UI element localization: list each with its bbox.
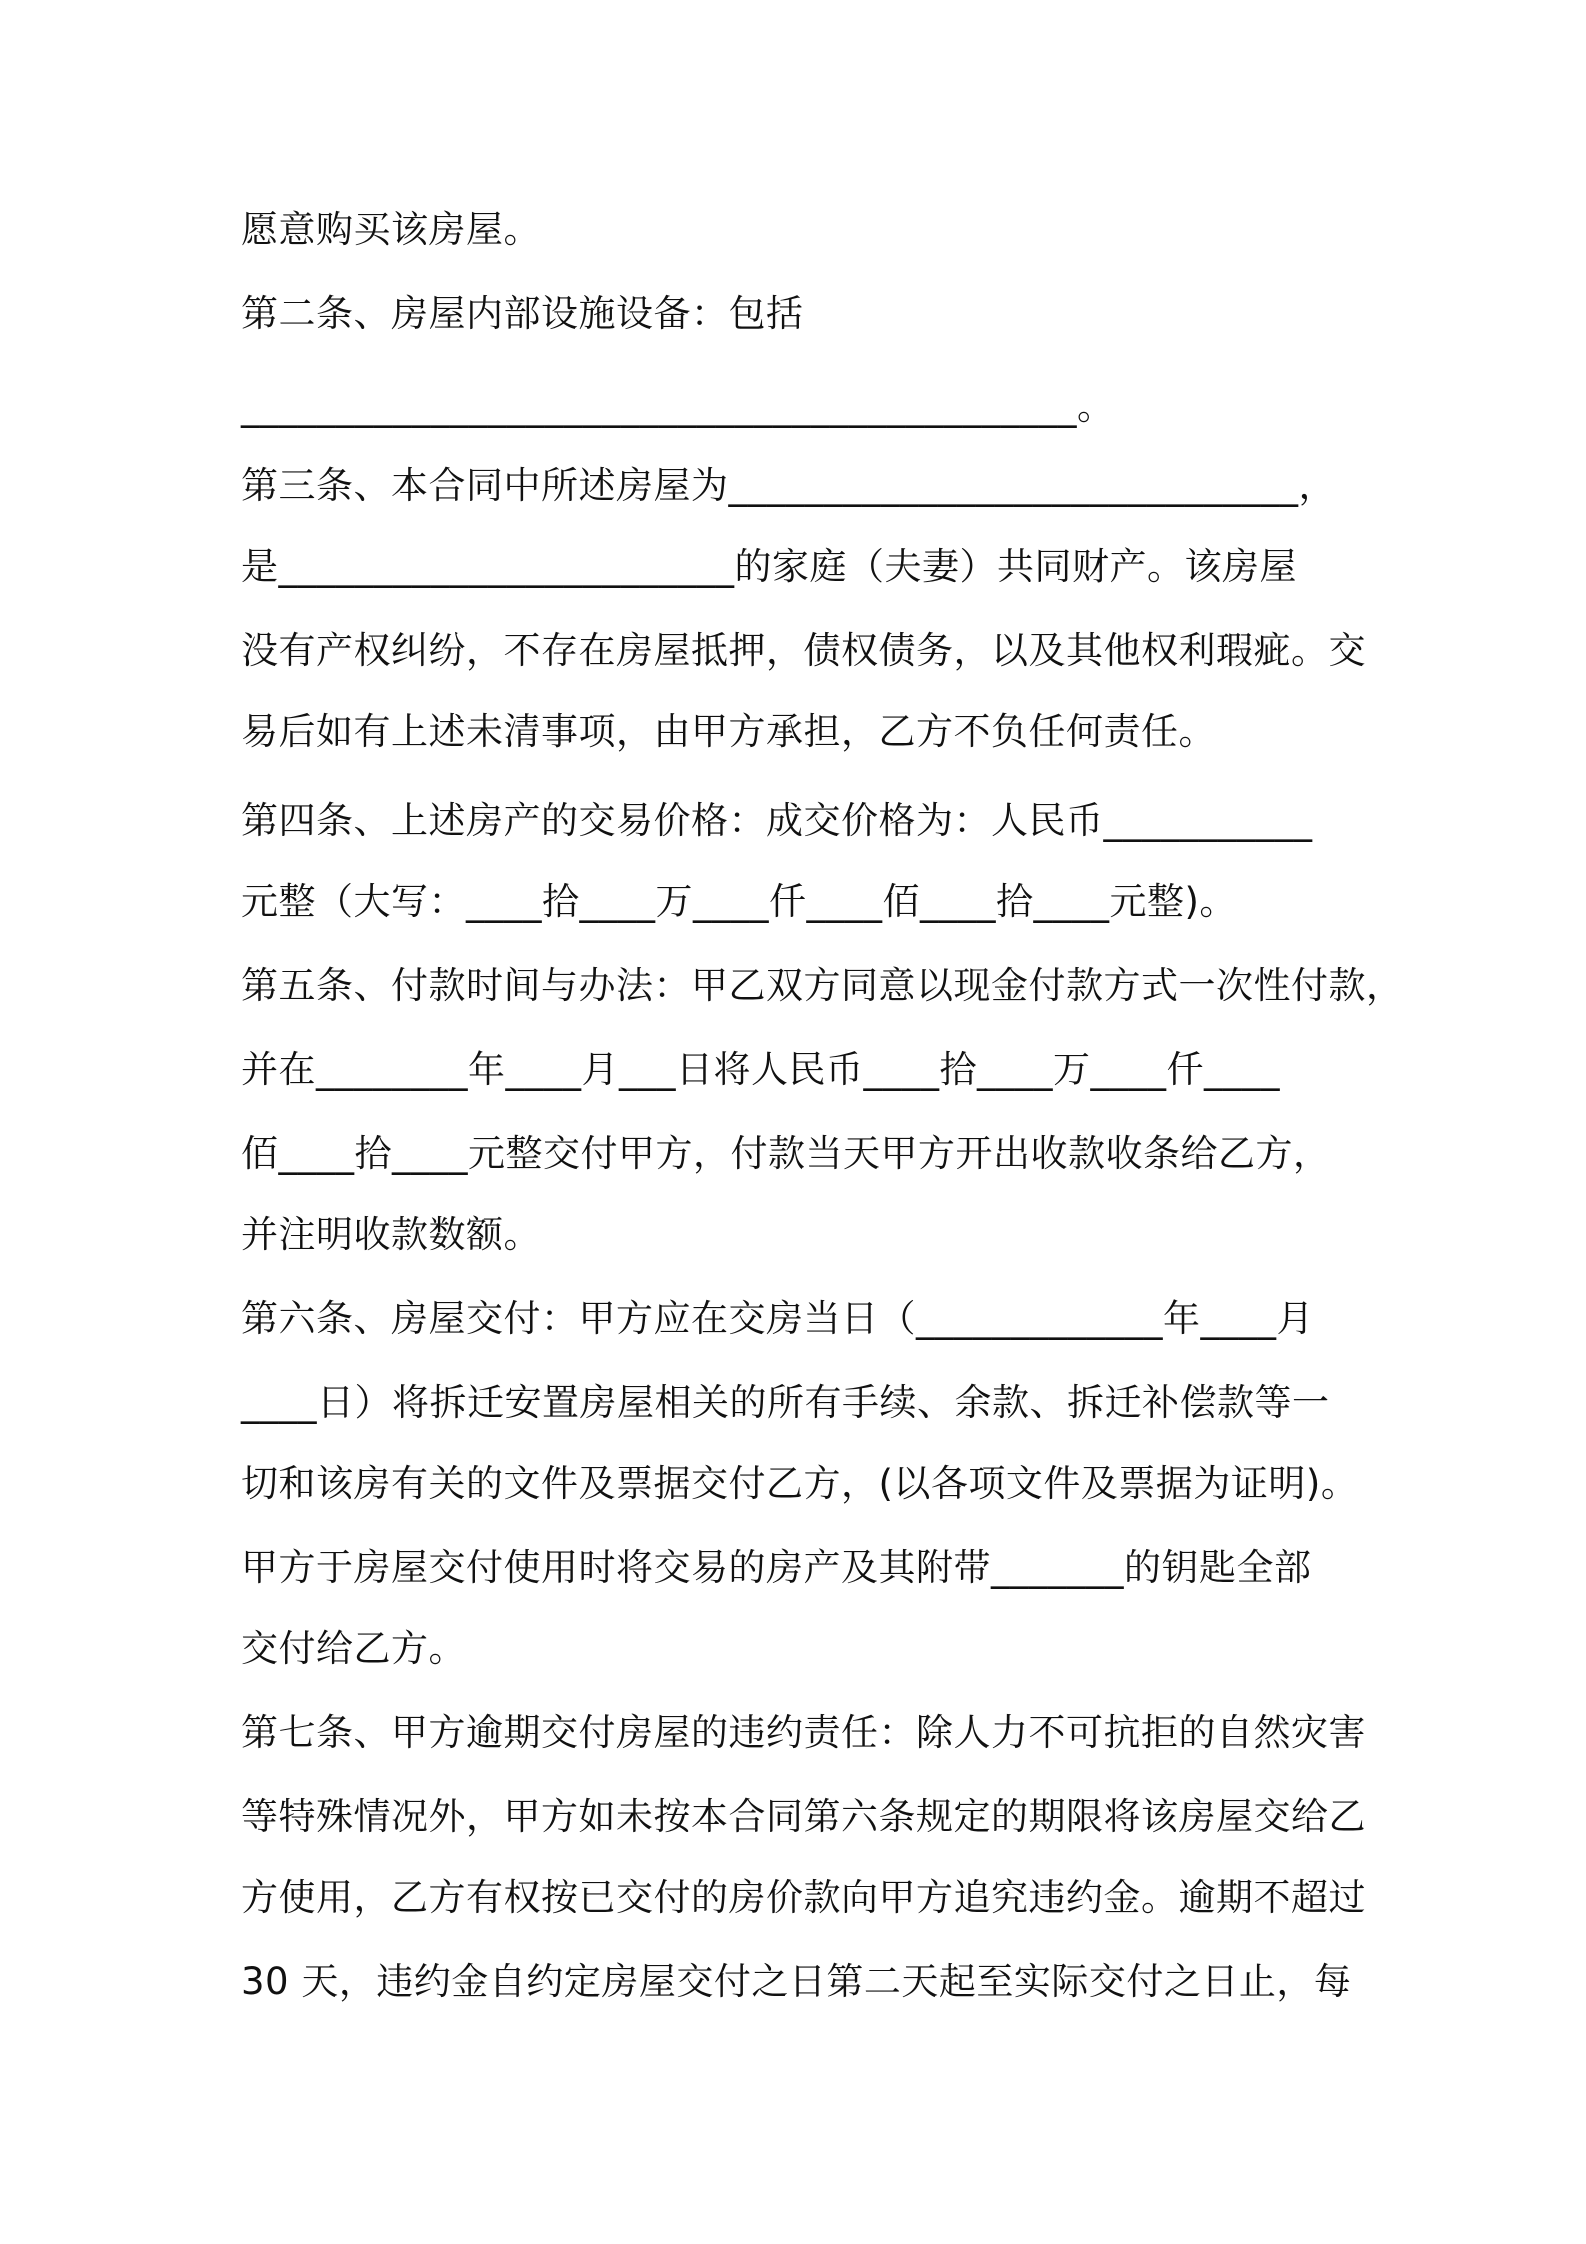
text-line: 并在________年____月___日将人民币____拾____万____仟____: [241, 1048, 1280, 1091]
text-line: ____日）将拆迁安置房屋相关的所有手续、余款、拆迁补偿款等一: [241, 1381, 1330, 1424]
article-2-heading: 第二条、房屋内部设施设备：包括: [241, 292, 804, 335]
text-line: 没有产权纠纷，不存在房屋抵押，债权债务，以及其他权利瑕疵。交: [241, 629, 1366, 672]
text-line: 佰____拾____元整交付甲方，付款当天甲方开出收款收条给乙方，: [241, 1132, 1331, 1175]
text-line: 甲方于房屋交付使用时将交易的房产及其附带_______的钥匙全部: [241, 1546, 1312, 1589]
article-5-heading: 第五条、付款时间与办法：甲乙双方同意以现金付款方式一次性付款，: [241, 964, 1404, 1007]
text-line: 30 天，违约金自约定房屋交付之日第二天起至实际交付之日止，每: [241, 1960, 1352, 2003]
article-6-heading: 第六条、房屋交付：甲方应在交房当日（_____________年____月: [241, 1297, 1314, 1340]
article-7-heading: 第七条、甲方逾期交付房屋的违约责任：除人力不可抗拒的自然灾害: [241, 1711, 1366, 1754]
text-line: 等特殊情况外，甲方如未按本合同第六条规定的期限将该房屋交给乙: [241, 1795, 1366, 1838]
text-line: 易后如有上述未清事项，由甲方承担，乙方不负任何责任。: [241, 710, 1216, 753]
text-line: 方使用，乙方有权按已交付的房价款向甲方追究违约金。逾期不超过: [241, 1876, 1366, 1919]
text-line: 愿意购买该房屋。: [241, 208, 541, 251]
blank-fill-line: ____________________________________________。: [241, 385, 1115, 428]
text-line: 交付给乙方。: [241, 1627, 466, 1670]
article-4-heading: 第四条、上述房产的交易价格：成交价格为：人民币___________: [241, 799, 1313, 842]
article-3-heading: 第三条、本合同中所述房屋为______________________________，: [241, 464, 1336, 507]
text-line: 切和该房有关的文件及票据交付乙方，(以各项文件及票据为证明)。: [241, 1462, 1359, 1505]
text-line: 并注明收款数额。: [241, 1213, 541, 1256]
text-line: 是________________________的家庭（夫妻）共同财产。该房屋: [241, 545, 1297, 588]
text-line: 元整（大写：____拾____万____仟____佰____拾____元整)。: [241, 880, 1237, 923]
